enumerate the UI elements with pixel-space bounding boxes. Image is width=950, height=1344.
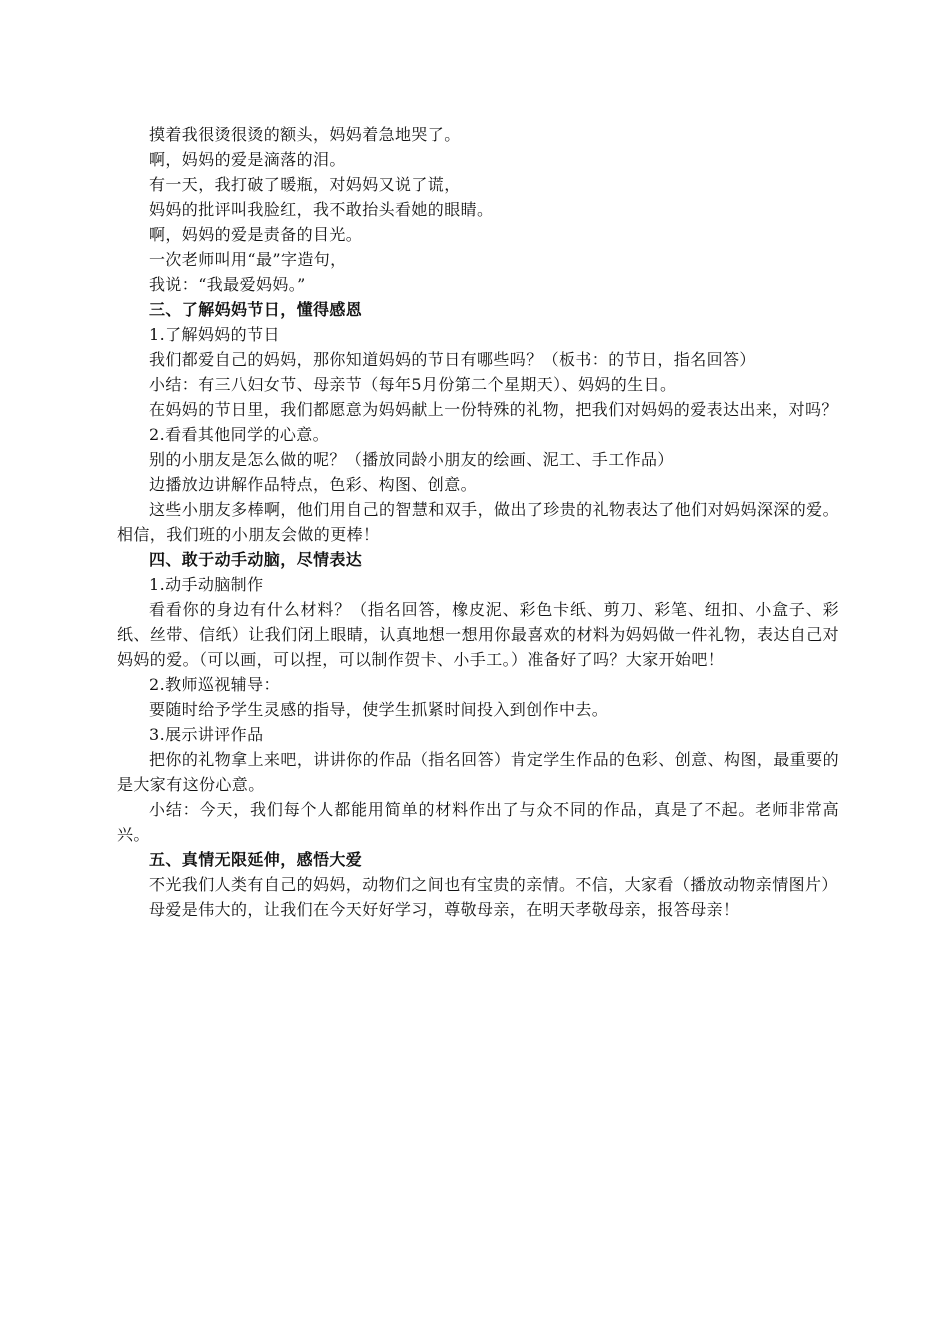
paragraph: 把你的礼物拿上来吧，讲讲你的作品（指名回答）肯定学生作品的色彩、创意、构图，最重要的是大家有这份心意。 (117, 750, 839, 794)
paragraph: 在妈妈的节日里，我们都愿意为妈妈献上一份特殊的礼物，把我们对妈妈的爱表达出来，对吗？ (149, 400, 838, 419)
section-heading-3: 三、了解妈妈节日，懂得感恩 (149, 300, 363, 319)
poem-line: 我说：“我最爱妈妈。” (149, 275, 306, 294)
subsection-title: 3.展示讲评作品 (149, 725, 264, 744)
section-heading-4: 四、敢于动手动脑，尽情表达 (149, 550, 363, 569)
poem-line: 啊，妈妈的爱是责备的目光。 (149, 225, 363, 244)
poem-line: 一次老师叫用“最”字造句， (149, 250, 347, 269)
poem-line: 妈妈的批评叫我脸红，我不敢抬头看她的眼睛。 (149, 200, 494, 219)
paragraph: 别的小朋友是怎么做的呢？（播放同龄小朋友的绘画、泥工、手工作品） (149, 450, 674, 469)
subsection-title: 2.教师巡视辅导： (149, 675, 280, 694)
section-heading-5: 五、真情无限延伸，感悟大爱 (149, 850, 363, 869)
subsection-title: 2.看看其他同学的心意。 (149, 425, 330, 444)
paragraph: 要随时给予学生灵感的指导，使学生抓紧时间投入到创作中去。 (149, 700, 609, 719)
subsection-title: 1.动手动脑制作 (149, 575, 264, 594)
paragraph: 边播放边讲解作品特点，色彩、构图、创意。 (149, 475, 478, 494)
poem-line: 摸着我很烫很烫的额头，妈妈着急地哭了。 (149, 125, 461, 144)
paragraph: 我们都爱自己的妈妈，那你知道妈妈的节日有哪些吗？（板书：的节日，指名回答） (149, 350, 756, 369)
document-body (117, 122, 839, 922)
paragraph: 不光我们人类有自己的妈妈，动物们之间也有宝贵的亲情。不信，大家看（播放动物亲情图片） (149, 875, 838, 894)
subsection-title: 1.了解妈妈的节日 (149, 325, 280, 344)
paragraph: 小结：今天，我们每个人都能用简单的材料作出了与众不同的作品，真是了不起。老师非常高兴。 (117, 800, 839, 844)
paragraph: 小结：有三八妇女节、母亲节（每年5月份第二个星期天）、妈妈的生日。 (149, 375, 677, 394)
paragraph: 这些小朋友多棒啊，他们用自己的智慧和双手，做出了珍贵的礼物表达了他们对妈妈深深的爱。相信，我们班的小朋友会做的更棒！ (117, 500, 839, 544)
poem-line: 啊，妈妈的爱是滴落的泪。 (149, 150, 346, 169)
paragraph: 看看你的身边有什么材料？（指名回答，橡皮泥、彩色卡纸、剪刀、彩笔、纽扣、小盒子、彩纸、丝带、信纸）让我们闭上眼睛，认真地想一想用你最喜欢的材料为妈妈做一件礼物，表达自己对妈妈的爱。（可以画，可以捏，可以制作贺卡、小手工。）准备好了吗？大家开始吧！ (117, 600, 839, 669)
paragraph: 母爱是伟大的，让我们在今天好好学习，尊敬母亲，在明天孝敬母亲，报答母亲！ (149, 900, 740, 919)
poem-line: 有一天，我打破了暖瓶，对妈妈又说了谎， (149, 175, 461, 194)
